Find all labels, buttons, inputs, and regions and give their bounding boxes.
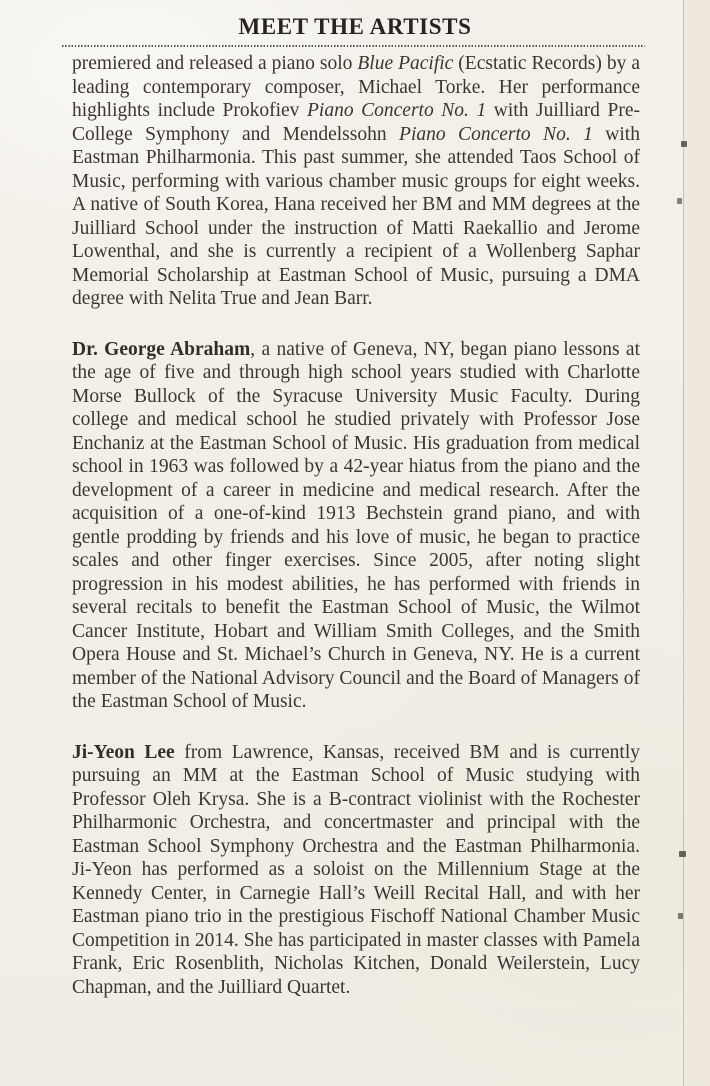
bio-paragraph-george-abraham — [72, 338, 640, 714]
dotted-divider — [62, 45, 645, 47]
scan-speck — [678, 913, 683, 919]
scan-page-edge — [684, 0, 710, 1086]
bio-text-run: Piano Concerto No. 1 — [307, 100, 487, 121]
bios-section — [72, 52, 640, 1026]
bio-text-run: (Ecstatic Records) by a leading contemporary composer, Michael Torke. Her performance highlights include Prokofiev — [72, 53, 640, 121]
bio-text-run: from Lawrence, Kansas, received BM and is currently pursuing an MM at the Eastman School of Music studying with Professor Oleh Krysa. She is a B-contract violinist with the Rochester Philharmonic Orchestra, and concertmaster and principal with the Eastman School Symphony Orchestra and the Eastman Philharmonia. Ji-Yeon has performed as a soloist on the Millennium Stage at the Kennedy Center, in Carnegie Hall’s Weill Recital Hall, and with her Eastman piano trio in the prestigious Fischoff National Chamber Music Competition in 2014. She has participated in master classes with Pamela Frank, Eric Rosenblith, Nicholas Kitchen, Donald Weilerstein, Lucy Chapman, and the Juilliard Quartet. — [72, 741, 640, 998]
bio-text-run: with Juilliard Pre-College Symphony and Mendelssohn — [72, 100, 640, 145]
bio-text-run: , a native of Geneva, NY, began piano lessons at the age of five and through high school years studied with Charlotte Morse Bullock of the Syracuse University Music Faculty. During college and medical school he studied privately with Professor Jose Enchaniz at the Eastman School of Music. His graduation from medical school in 1963 was followed by a 42-year hiatus from the piano and the development of a career in medicine and medical research. After the acquisition of a one-of-kind 1913 Bechstein grand piano, and with gentle prodding by friends and his love of music, he began to practice scales and other finger exercises. Since 2005, after noting slight progression in his modest abilities, he has performed with friends in several recitals to benefit the Eastman School of Music, the Wilmot Cancer Institute, Hobart and William Smith Colleges, and the Smith Opera House and St. Michael’s Church in Geneva, NY. He is a current member of the National Advisory Council and the Board of Managers of the Eastman School of Music. — [72, 338, 640, 712]
bio-paragraph-ji-yeon-lee — [72, 741, 640, 1000]
bio-text-run: Ji-Yeon Lee — [72, 741, 175, 763]
page-title: MEET THE ARTISTS — [238, 14, 472, 39]
scan-speck — [679, 851, 686, 857]
bio-text-run: with Eastman Philharmonia. This past summer, she attended Taos School of Music, performing with various chamber music groups for eight weeks. A native of South Korea, Hana received her BM and MM degrees at the Juilliard School under the instruction of Matti Raekallio and Jerome Lowenthal, and she is currently a recipient of a Wollenberg Saphar Memorial Scholarship at Eastman School of Music, pursuing a DMA degree with Nelita True and Jean Barr. — [72, 123, 640, 309]
bio-text-run: Dr. George Abraham — [72, 338, 251, 360]
bio-paragraph-hana — [72, 52, 640, 311]
scan-speck — [681, 141, 687, 147]
bio-text-run: Blue Pacific — [357, 53, 454, 74]
scan-page-edge-line — [683, 0, 684, 1086]
scan-speck — [677, 198, 682, 204]
bio-text-run: premiered and released a piano solo — [72, 53, 358, 74]
bio-text-run: Piano Concerto No. 1 — [399, 123, 593, 145]
